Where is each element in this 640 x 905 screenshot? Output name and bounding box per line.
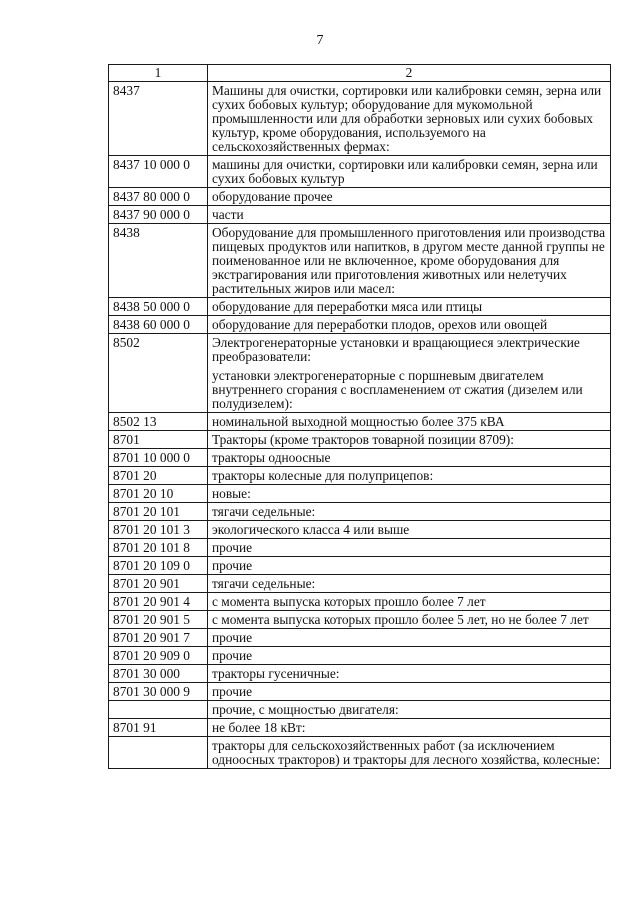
description-text: оборудование для переработки мяса или птицы [212, 299, 483, 314]
description-cell [208, 156, 611, 188]
table-row [109, 557, 611, 575]
column-header-description: 2 [208, 65, 611, 82]
description-cell [208, 521, 611, 539]
table-row [109, 156, 611, 188]
description-text: части [212, 207, 244, 222]
tariff-code-cell: 8701 10 000 0 [109, 449, 208, 467]
description-text: машины для очистки, сортировки или калибровки семян, зерна или сухих бобовых культур [212, 157, 598, 186]
tariff-code-cell: 8701 20 901 [109, 575, 208, 593]
description-cell [208, 316, 611, 334]
description-cell [208, 557, 611, 575]
description-text: прочие [212, 648, 253, 663]
description-text: с момента выпуска которых прошло более 7 лет [212, 594, 486, 609]
table-row [109, 467, 611, 485]
table-row [109, 737, 611, 769]
description-text: тракторы для сельскохозяйственных работ (за исключением одноосных тракторов) и тракторы для лесного хозяйства, колесные: [212, 738, 601, 767]
table-row [109, 334, 611, 413]
description-cell [208, 206, 611, 224]
description-text: Тракторы (кроме тракторов товарной позиции 8709): [212, 432, 514, 447]
table-row [109, 719, 611, 737]
description-cell [208, 485, 611, 503]
table-row [109, 82, 611, 156]
description-text: оборудование для переработки плодов, орехов или овощей [212, 317, 548, 332]
page-number: 7 [316, 33, 324, 48]
description-text: Электрогенераторные установки и вращающиеся электрические преобразователи: [212, 335, 580, 364]
column-header-code: 1 [109, 65, 208, 82]
description-text: экологического класса 4 или выше [212, 522, 410, 537]
description-cell [208, 611, 611, 629]
table-row [109, 503, 611, 521]
table-row [109, 647, 611, 665]
table-row [109, 683, 611, 701]
table-row [109, 449, 611, 467]
description-cell [208, 629, 611, 647]
description-cell [208, 719, 611, 737]
description-cell [208, 224, 611, 298]
description-text: не более 18 кВт: [212, 720, 306, 735]
description-text: новые: [212, 486, 251, 501]
description-cell [208, 449, 611, 467]
table-row [109, 413, 611, 431]
table-header-row [109, 65, 611, 82]
description-cell [208, 503, 611, 521]
tariff-code-cell [109, 737, 208, 769]
description-text: номинальной выходной мощностью более 375 кВА [212, 414, 505, 429]
description-text: прочие [212, 630, 253, 645]
description-cell [208, 665, 611, 683]
table-row [109, 485, 611, 503]
table-row [109, 539, 611, 557]
description-cell [208, 188, 611, 206]
description-text: с момента выпуска которых прошло более 5 лет, но не более 7 лет [212, 612, 589, 627]
tariff-code-cell: 8502 13 [109, 413, 208, 431]
description-text: прочие [212, 540, 253, 555]
tariff-code-cell: 8701 [109, 431, 208, 449]
tariff-code-cell: 8438 60 000 0 [109, 316, 208, 334]
description-cell [208, 647, 611, 665]
tariff-code-cell: 8701 30 000 9 [109, 683, 208, 701]
tariff-code-cell: 8701 20 109 0 [109, 557, 208, 575]
tariff-code-cell: 8701 20 10 [109, 485, 208, 503]
description-cell [208, 701, 611, 719]
description-text: тракторы гусеничные: [212, 666, 340, 681]
table-row [109, 206, 611, 224]
tariff-code-cell: 8437 [109, 82, 208, 156]
description-cell [208, 683, 611, 701]
description-text: прочие [212, 558, 253, 573]
tariff-code-cell: 8437 80 000 0 [109, 188, 208, 206]
table-body [109, 82, 611, 769]
description-cell [208, 431, 611, 449]
tariff-code-cell: 8701 20 901 4 [109, 593, 208, 611]
description-text: установки электрогенераторные с поршневым двигателем внутреннего сгорания с воспламенением от сжатия (дизелем или полудизелем): [212, 368, 583, 411]
description-text: тракторы колесные для полуприцепов: [212, 468, 434, 483]
table-row [109, 431, 611, 449]
tariff-code-cell: 8438 50 000 0 [109, 298, 208, 316]
tariff-code-cell: 8701 20 101 3 [109, 521, 208, 539]
table-row [109, 298, 611, 316]
description-cell [208, 539, 611, 557]
tariff-code-cell: 8437 90 000 0 [109, 206, 208, 224]
description-cell [208, 82, 611, 156]
description-text: тягачи седельные: [212, 576, 316, 591]
description-cell [208, 737, 611, 769]
tariff-table [108, 64, 611, 769]
table-row [109, 188, 611, 206]
description-text: прочие [212, 684, 253, 699]
tariff-code-cell: 8701 20 101 8 [109, 539, 208, 557]
tariff-code-cell [109, 701, 208, 719]
tariff-code-cell: 8701 20 101 [109, 503, 208, 521]
description-text: Оборудование для промышленного приготовления или производства пищевых продуктов или напитков, в другом месте данной группы не поименованное или не включенное, кроме оборудования для экстрагирования или приготовления животных или нелетучих растительных жиров или масел: [212, 225, 606, 296]
description-text: Машины для очистки, сортировки или калибровки семян, зерна или сухих бобовых культур; оборудование для мукомольной промышленности или для обработки зерновых или сухих бобовых культур, кроме оборудования, используемого на сельскохозяйственных фермах: [212, 83, 602, 154]
table-row [109, 521, 611, 539]
description-text: прочие, с мощностью двигателя: [212, 702, 399, 717]
tariff-code-cell: 8701 20 [109, 467, 208, 485]
table-row [109, 593, 611, 611]
table-row [109, 629, 611, 647]
tariff-code-cell: 8701 30 000 [109, 665, 208, 683]
description-cell [208, 575, 611, 593]
tariff-code-cell: 8502 [109, 334, 208, 413]
tariff-code-cell: 8438 [109, 224, 208, 298]
description-cell [208, 298, 611, 316]
tariff-code-cell: 8701 20 909 0 [109, 647, 208, 665]
table-row [109, 224, 611, 298]
description-text: тягачи седельные: [212, 504, 316, 519]
tariff-code-cell: 8701 20 901 7 [109, 629, 208, 647]
tariff-code-cell: 8437 10 000 0 [109, 156, 208, 188]
description-text: оборудование прочее [212, 189, 333, 204]
table-row [109, 316, 611, 334]
description-cell [208, 593, 611, 611]
table-row [109, 575, 611, 593]
description-cell [208, 334, 611, 413]
description-cell [208, 413, 611, 431]
tariff-code-cell: 8701 20 901 5 [109, 611, 208, 629]
description-cell [208, 467, 611, 485]
table-row [109, 701, 611, 719]
tariff-code-cell: 8701 91 [109, 719, 208, 737]
table-row [109, 611, 611, 629]
description-text: тракторы одноосные [212, 450, 331, 465]
table-row [109, 665, 611, 683]
